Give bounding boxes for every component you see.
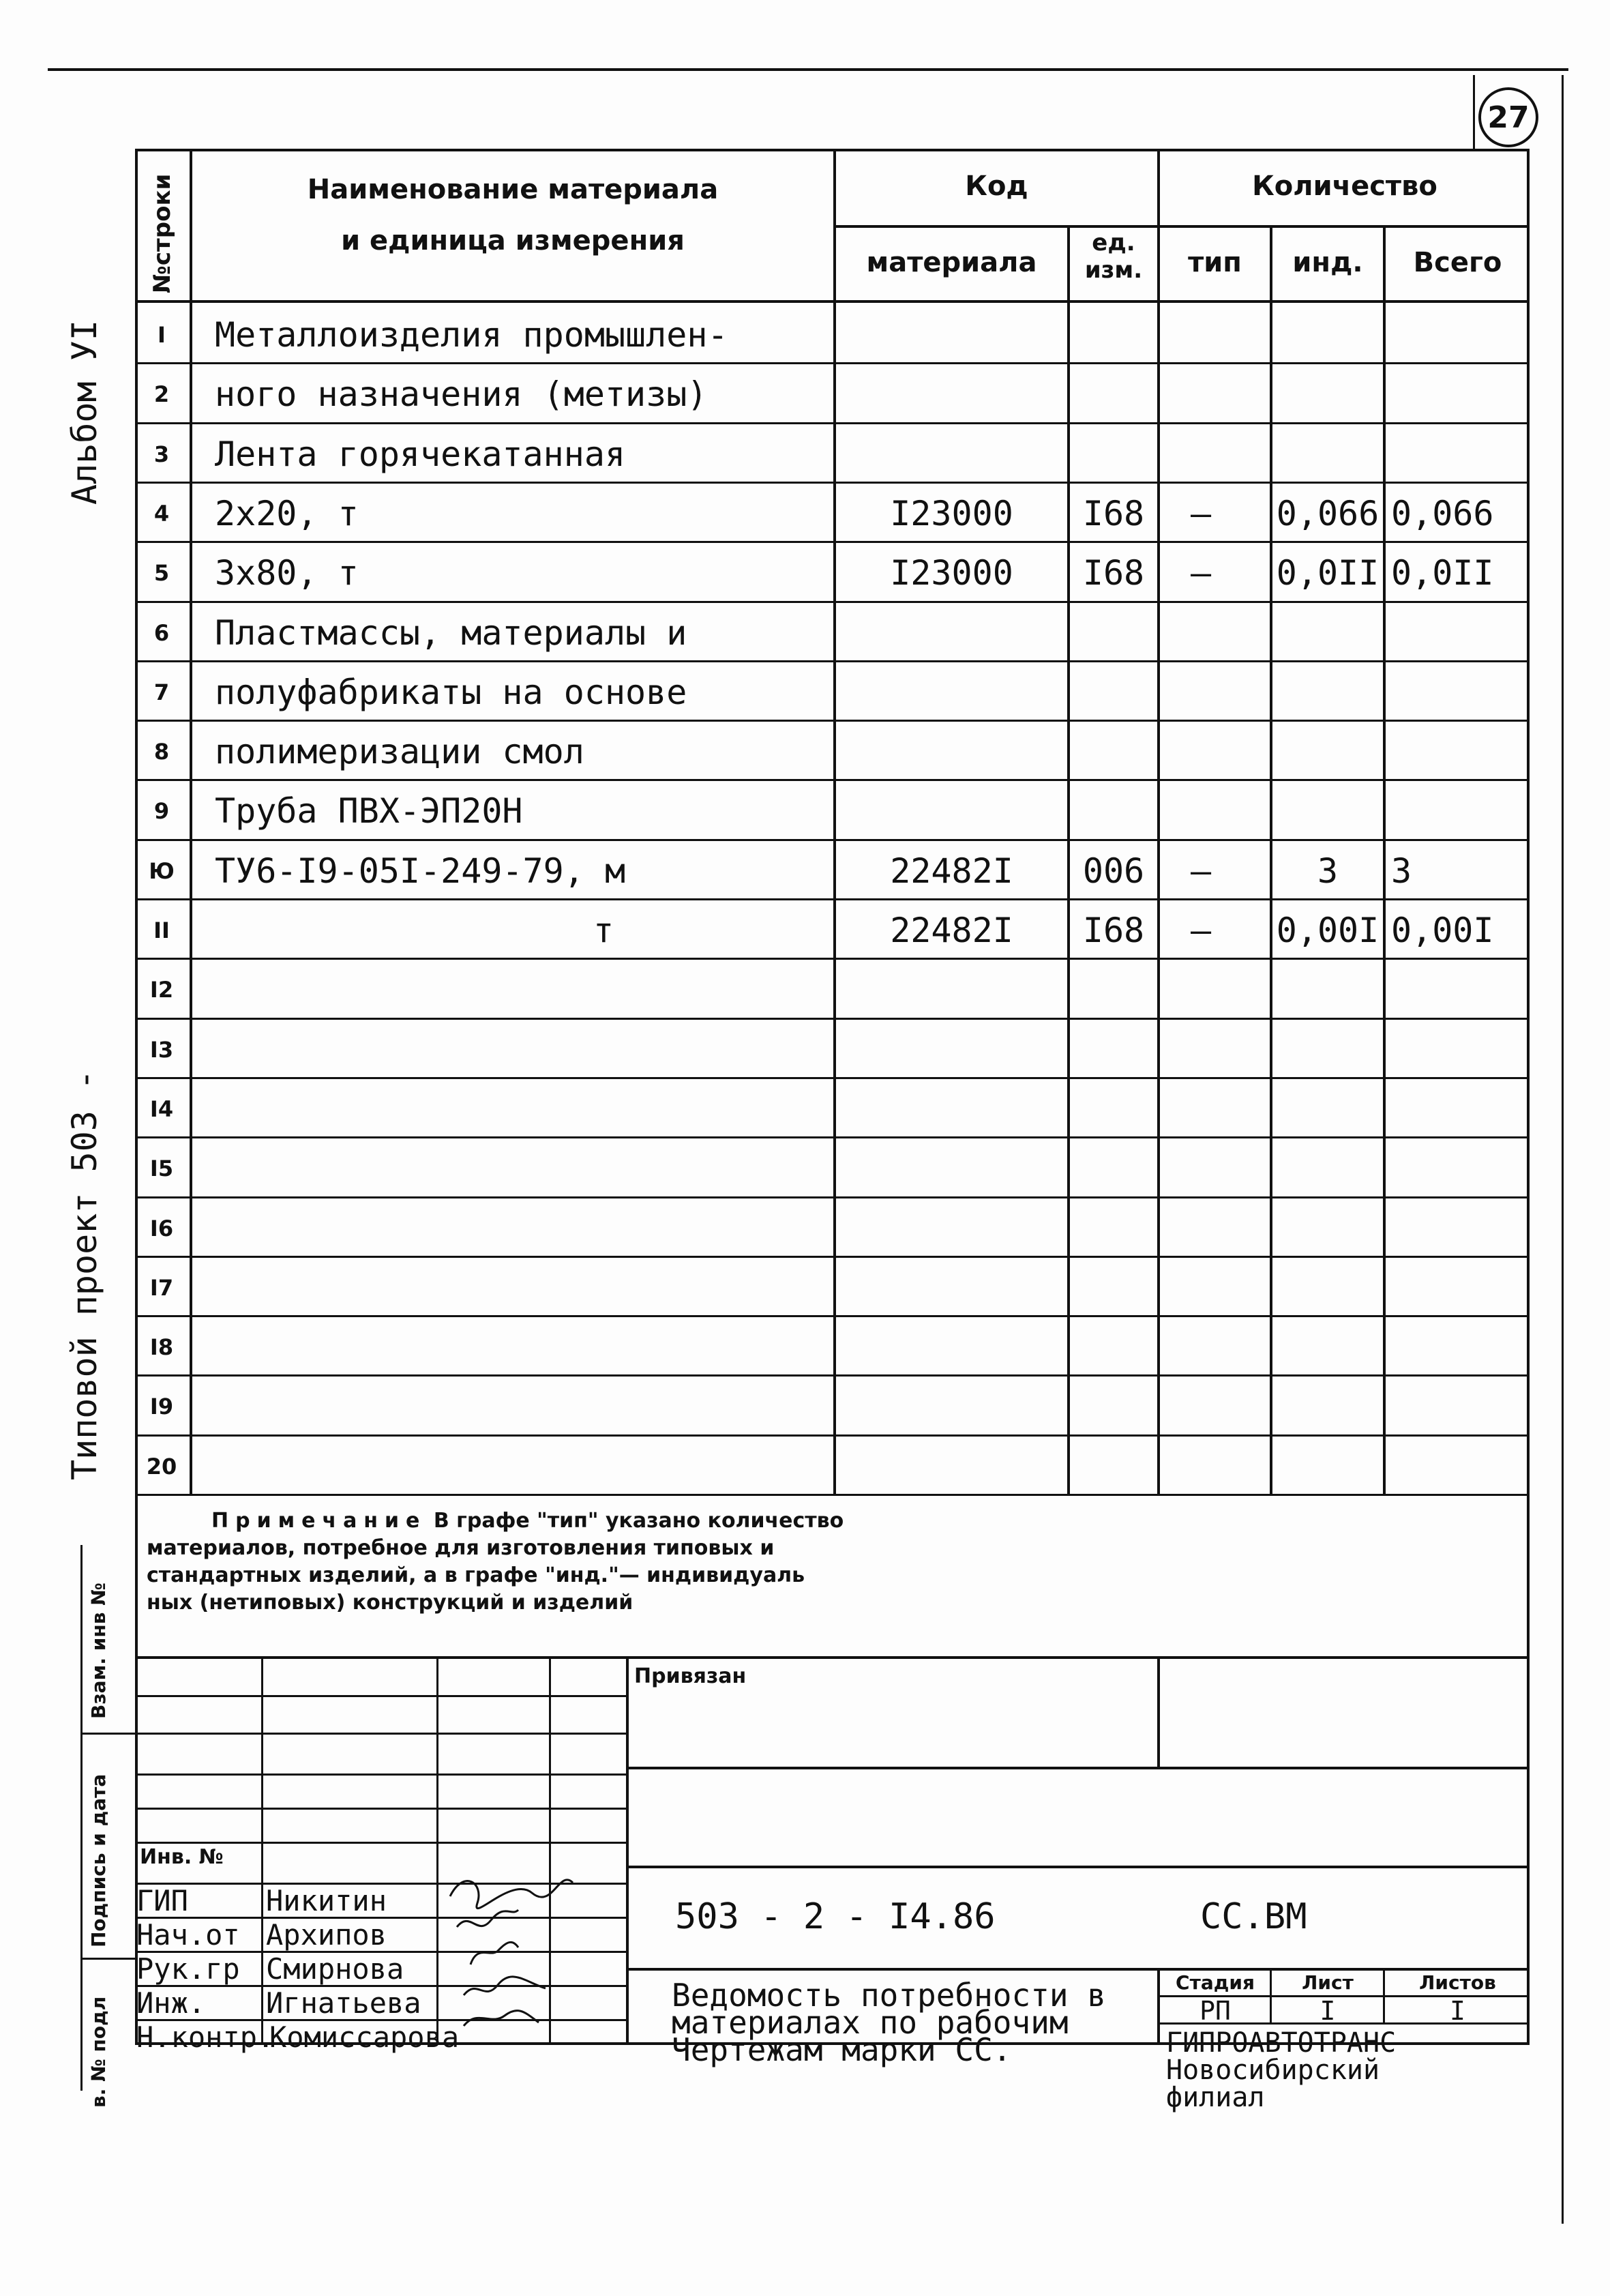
row-unit: I68 [1082, 553, 1145, 593]
stamp-v-info [1157, 1968, 1160, 2045]
stamp-privyazan-bottom [626, 1767, 1530, 1769]
row-name: ТУ6-I9-05I-249-79, м [215, 851, 626, 891]
row-divider [135, 1256, 1530, 1258]
row-type: – [1190, 553, 1212, 593]
header-qty-total: Всего [1413, 247, 1502, 278]
col-line-unit [1157, 149, 1160, 1494]
header-qty-type: тип [1188, 247, 1242, 278]
signatory-role: Нач.от [136, 1918, 240, 1952]
row-total: 3 [1391, 851, 1412, 891]
signatory-role: ГИП [136, 1884, 188, 1917]
row-number: Ю [149, 858, 175, 884]
col-line-rowno [190, 149, 192, 1494]
side-label-podpis-data: Подпись и дата [87, 1773, 110, 1947]
signatory-role: Рук.гр [136, 1952, 240, 1986]
stamp-code-top [626, 1866, 1530, 1868]
stamp-v-main [626, 1656, 629, 2045]
row-type: – [1190, 494, 1212, 533]
row-divider [135, 720, 1530, 722]
row-divider [135, 541, 1530, 543]
row-number: I6 [149, 1216, 174, 1241]
top-rule [48, 68, 1568, 71]
row-code: I23000 [890, 553, 1013, 593]
row-divider [135, 1077, 1530, 1079]
row-name: полимеризации смол [215, 732, 584, 771]
row-number: I [158, 322, 166, 348]
doc-title-1: Ведомость потребности в [672, 1977, 1106, 2014]
row-name: Труба ПВХ-ЭП20Н [215, 791, 523, 831]
row-number: 2 [153, 381, 170, 407]
row-number: 3 [153, 441, 170, 467]
row-name: 3х80, т [215, 553, 359, 593]
org-line-1: ГИПРОАВТОТРАНС [1166, 2027, 1397, 2059]
row-divider [135, 482, 1530, 484]
row-type: – [1190, 851, 1212, 891]
signatory-name: Архипов [266, 1918, 387, 1952]
row-divider [135, 362, 1530, 364]
row-divider [135, 898, 1530, 900]
sheets-label: Листов [1419, 1971, 1496, 1994]
doc-mark: СС.ВМ [1200, 1896, 1307, 1937]
org-line-3: филиал [1166, 2082, 1265, 2113]
row-number: I5 [149, 1156, 174, 1181]
row-divider [135, 1196, 1530, 1198]
row-ind: 0,066 [1276, 494, 1380, 533]
row-ind: 0,00I [1276, 911, 1380, 950]
stage-v2 [1383, 1968, 1385, 2024]
row-number: 20 [146, 1454, 177, 1480]
sheets-value: I [1450, 1996, 1465, 2026]
row-number: I7 [149, 1275, 174, 1301]
row-divider [135, 779, 1530, 781]
row-name: Пластмассы, материалы и [215, 613, 687, 653]
row-ind: 3 [1317, 851, 1339, 891]
row-number: I2 [149, 977, 174, 1003]
row-divider [135, 601, 1530, 603]
row-code: 22482I [890, 851, 1013, 891]
row-name: т [593, 911, 614, 950]
header-name-line2: и единица измерения [341, 225, 685, 256]
side-label-album: Альбом УI [65, 320, 104, 505]
signatory-name: Смирнова [266, 1952, 404, 1986]
signatory-name: Игнатьева [266, 1986, 421, 2020]
note-line4: ных (нетиповых) конструкций и изделий [147, 1591, 633, 1615]
row-number: I8 [149, 1334, 174, 1360]
materials-table [135, 149, 1530, 2045]
doc-title-3: Чертежам марки СС. [672, 2031, 1012, 2068]
row-divider [135, 1136, 1530, 1138]
row-name: полуфабрикаты на основе [215, 673, 687, 712]
signature-4 [464, 1977, 546, 1995]
inv-no-label: Инв. № [140, 1845, 224, 1869]
signature-3 [471, 1942, 518, 1964]
sheet-label: Лист [1302, 1971, 1354, 1994]
row-divider [135, 1434, 1530, 1437]
row-divider [135, 422, 1530, 424]
row-divider [135, 660, 1530, 662]
note-line1: В графе "тип" указано количество [433, 1509, 844, 1533]
page-number-frame-left [1473, 75, 1475, 149]
signatures [436, 1855, 593, 2046]
privyazan-label: Привязан [634, 1664, 747, 1688]
row-unit: 006 [1082, 851, 1145, 891]
row-name: Лента горячекатанная [215, 435, 626, 474]
stamp-row-line [135, 1695, 626, 1697]
header-subline [833, 225, 1530, 228]
row-total: 0,00I [1391, 911, 1494, 950]
page-number: 27 [1487, 100, 1530, 135]
stamp-v-privyazan-right [1157, 1656, 1160, 1767]
col-line-name [833, 149, 836, 1494]
col-line-ind [1383, 225, 1386, 1494]
left-strip-outer [80, 1545, 83, 2091]
row-divider [135, 1494, 1530, 1496]
row-number: 4 [153, 501, 170, 527]
signatory-role: Н.контр. [136, 2020, 275, 2054]
row-name: ного назначения (метизы) [215, 374, 708, 414]
doc-title-2: материалах по рабочим [672, 2004, 1069, 2041]
row-divider [135, 1018, 1530, 1020]
note [147, 1507, 1101, 1617]
stamp-code-bottom [626, 1968, 1530, 1971]
signatory-name: Никитин [266, 1884, 387, 1917]
row-code: I23000 [890, 494, 1013, 533]
stamp-row-line [135, 1808, 626, 1810]
signature-1 [450, 1880, 573, 1909]
header-qty-ind: инд. [1292, 247, 1363, 278]
doc-code: 503 - 2 - I4.86 [675, 1896, 996, 1937]
left-strip-div2 [80, 1958, 135, 1960]
row-unit: I68 [1082, 911, 1145, 950]
row-type: – [1190, 911, 1212, 950]
stamp-row-line [135, 1842, 626, 1844]
row-name: 2х20, т [215, 494, 359, 533]
stage-label: Стадия [1176, 1971, 1255, 1994]
row-number: I9 [149, 1394, 174, 1419]
stamp-top [135, 1656, 1530, 1659]
row-ind: 0,0II [1276, 553, 1380, 593]
stamp-row-line [135, 1773, 626, 1776]
row-divider [135, 1374, 1530, 1377]
row-number: 5 [153, 560, 170, 586]
row-number: II [153, 917, 170, 943]
header-row-no: №строки [149, 173, 176, 293]
note-line3: стандартных изделий, а в графе "инд."— индивидуаль [147, 1563, 805, 1587]
row-total: 0,066 [1391, 494, 1494, 533]
stage-value: РП [1199, 1996, 1231, 2026]
header-name-line1: Наименование материала [307, 174, 719, 205]
side-label-inv-podl: в. № подл [87, 1996, 110, 2108]
row-number: 6 [153, 620, 170, 646]
org-name [1166, 2029, 1396, 2111]
row-number: I4 [149, 1096, 174, 1122]
row-divider [135, 958, 1530, 960]
row-total: 0,0II [1391, 553, 1494, 593]
row-code: 22482I [890, 911, 1013, 950]
signatory-name: Комиссарова [269, 2020, 460, 2054]
row-divider [135, 1315, 1530, 1317]
row-number: I3 [149, 1037, 174, 1063]
header-qty: Количество [1252, 171, 1437, 202]
signature-2 [457, 1910, 518, 1927]
row-unit: I68 [1082, 494, 1145, 533]
stage-v1 [1270, 1968, 1272, 2024]
row-number: 9 [153, 798, 170, 824]
row-divider [135, 839, 1530, 841]
doc-title [672, 1977, 1106, 2068]
header-code: Код [965, 171, 1028, 202]
side-label-project: Типовой проект 503 - [65, 1069, 104, 1480]
signatory-role: Инж. [136, 1986, 206, 2020]
note-line2: материалов, потребное для изготовления типовых и [147, 1536, 775, 1560]
header-code-unit: ед. изм. [1084, 229, 1143, 284]
sheet-value: I [1320, 1996, 1336, 2026]
right-margin-line [1562, 75, 1564, 2224]
side-label-vzam-inv: Взам. инв № [87, 1583, 110, 1719]
page-number-badge [1478, 87, 1538, 147]
row-number: 7 [153, 679, 170, 705]
row-name: Металлоизделия промышлен- [215, 315, 728, 355]
stamp-row-line [135, 1733, 626, 1735]
left-strip-div1 [80, 1733, 135, 1735]
header-bottom [135, 300, 1530, 303]
row-number: 8 [153, 739, 170, 765]
signature-5 [464, 2011, 539, 2026]
note-title: Примечание [211, 1509, 427, 1533]
header-code-material: материала [866, 247, 1037, 278]
org-line-2: Новосибирский [1166, 2055, 1380, 2086]
